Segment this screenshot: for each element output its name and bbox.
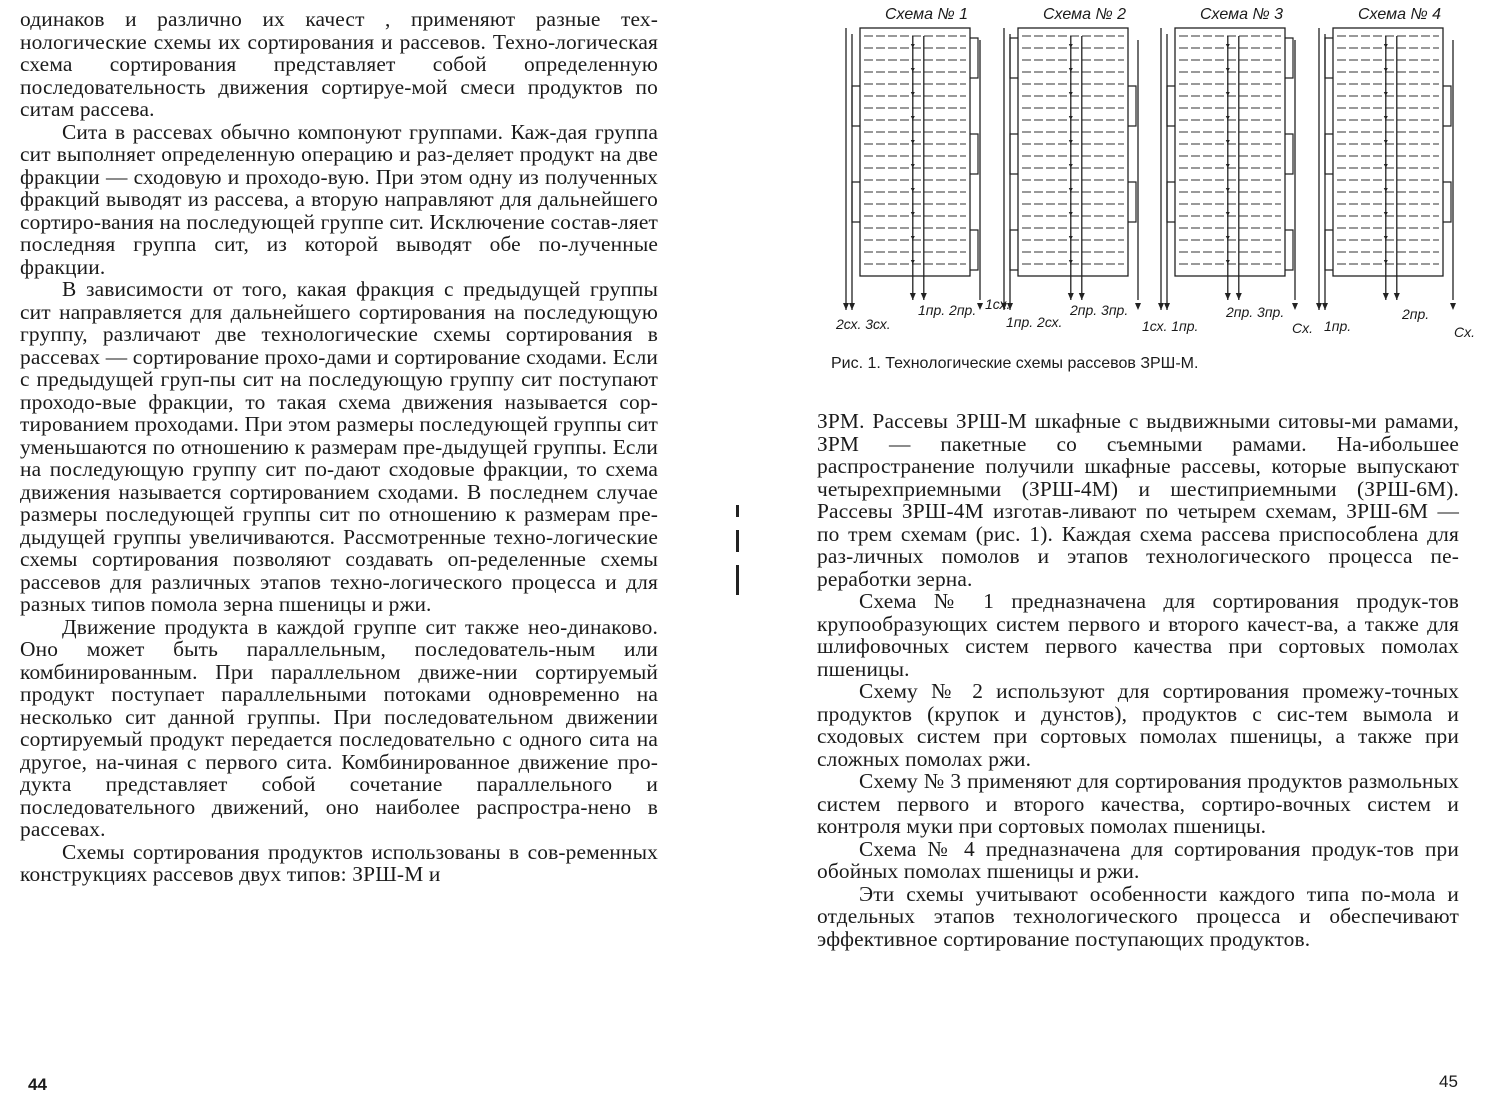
flow-loop [1285,134,1293,174]
outlet-label: 1сх. 1пр. [1142,318,1199,334]
paragraph: Схему № 3 применяют для сортирования продуктов размольных систем первого и второго качества, сортиро-вочных систем и контроля муки при сортовых помолах пшеницы. [817,769,1459,838]
right-page-text [817,410,1459,950]
sifter-box [1175,28,1285,276]
arrowhead [1384,44,1388,48]
arrowhead [1069,260,1073,264]
arrowhead [911,140,915,144]
arrowhead [1164,303,1170,310]
outlet-label: Сх. [1454,324,1475,340]
paragraph: Сита в рассевах обычно компонуют группами. Каж-дая группа сит выполняет определенную операцию и раз-деляет продукт на две фракции — сходовую и проходо-вую. При этом одну из полученных фракций выводят из рассева, а вторую направляют для дальнейшего сортиро-вания на последующей группе сит. Исключение состав-ляет последняя группа сит, из которой выводят обе по-лученные фракции. [20,119,658,279]
arrowhead [843,303,849,310]
arrowhead [911,260,915,264]
arrowhead [977,303,983,310]
scheme-title: Схема № 4 [1358,6,1442,23]
arrowhead [1226,44,1230,48]
arrowhead [1384,92,1388,96]
paragraph: одинаков и различно их качест , применяют разные тех-нологические схемы их сортирования и рассевов. Техно-логическая схема сортирования представляет собой определенную последовательность движения сортируе-мой смеси продуктов по ситам рассева. [20,7,658,121]
flow-loop [1128,182,1136,222]
arrowhead [1069,164,1073,168]
arrowhead [1384,68,1388,72]
flow-loop [1443,182,1451,222]
arrowhead [1069,68,1073,72]
arrowhead [1226,116,1230,120]
arrowhead [1069,44,1073,48]
outlet-label: 2пр. 3пр. [1070,302,1129,318]
outlet-label: 1пр. [1324,318,1352,334]
flow-loop [1010,38,1018,78]
arrowhead [1226,92,1230,96]
arrowhead [1068,293,1074,300]
arrowhead [1226,212,1230,216]
flow-loop [970,230,978,270]
flow-loop [852,182,860,222]
arrowhead [1226,236,1230,240]
outlet-label: 1пр. 2пр. [918,302,977,318]
arrowhead [1225,293,1231,300]
arrowhead [1384,212,1388,216]
flow-loop [1325,230,1333,270]
flow-loop [1325,38,1333,78]
left-page [0,0,730,1114]
gutter-mark [736,565,739,595]
arrowhead [1316,303,1322,310]
right-page [745,0,1486,1114]
scheme-title: Схема № 1 [885,6,969,23]
flow-loop [1010,230,1018,270]
flow-loop [1167,182,1175,222]
arrowhead [1384,116,1388,120]
schemes-diagram [830,0,1486,350]
flow-loop [1325,134,1333,174]
arrowhead [1079,293,1085,300]
arrowhead [911,212,915,216]
outlet-label: Сх. [1292,320,1313,336]
arrowhead [1069,116,1073,120]
arrowhead [1394,293,1400,300]
flow-loop [970,134,978,174]
flow-loop [1443,86,1451,126]
page-number: 44 [28,1075,47,1094]
paragraph: Схемы сортирования продуктов использованы в сов-ременных конструкциях рассевов двух типов: ЗРШ-М и [20,839,658,886]
arrowhead [1322,303,1328,310]
arrowhead [911,236,915,240]
outlet-label: 2пр. 3пр. [1226,304,1285,320]
arrowhead [911,68,915,72]
outlet-label: 1сх. [985,296,1011,312]
arrowhead [1226,164,1230,168]
arrowhead [849,303,855,310]
arrowhead [1069,212,1073,216]
gutter-mark [736,530,739,552]
sifter-box [1018,28,1128,276]
paragraph: Эти схемы учитывают особенности каждого типа по-мола и отдельных этапов технологического процесса и обеспечивают эффективное сортирование поступающих продуктов. [817,881,1459,951]
arrowhead [1226,68,1230,72]
flow-loop [1285,38,1293,78]
arrowhead [1384,188,1388,192]
arrowhead [1226,140,1230,144]
paragraph: Схема № 1 предназначена для сортирования продук-тов крупообразующих систем первого и второго качест-ва, а также для шлифовочных систем первого качества при сортовых помолах пшеницы. [817,589,1459,681]
flow-loop [1167,86,1175,126]
arrowhead [1384,260,1388,264]
arrowhead [1158,303,1164,310]
arrowhead [921,293,927,300]
sifter-schemes-figure [830,0,1486,350]
arrowhead [1236,293,1242,300]
arrowhead [1069,92,1073,96]
figure-caption: Рис. 1. Технологические схемы рассевов ЗРШ-М. [831,355,1199,372]
arrowhead [1069,236,1073,240]
arrowhead [1226,260,1230,264]
flow-loop [970,38,978,78]
paragraph: Схема № 4 предназначена для сортирования продук-тов при обойных помолах пшеницы и ржи. [817,836,1459,883]
arrowhead [910,293,916,300]
arrowhead [911,116,915,120]
arrowhead [911,164,915,168]
arrowhead [1226,188,1230,192]
paragraph: Схему № 2 используют для сортирования промежу-точных продуктов (крупок и дунстов), продуктов с сис-тем вымола и сходовых систем при сортовых помолах пшеницы, а также при сложных помолах ржи. [817,679,1459,771]
flow-loop [852,86,860,126]
sifter-box [860,28,970,276]
arrowhead [911,92,915,96]
scheme-title: Схема № 3 [1200,6,1284,23]
sifter-box [1333,28,1443,276]
arrowhead [1384,236,1388,240]
book-gutter [734,0,742,1114]
gutter-mark [736,505,739,517]
outlet-label: 2пр. [1402,306,1430,322]
arrowhead [911,44,915,48]
arrowhead [1069,140,1073,144]
outlet-label: 1пр. 2сх. [1006,314,1063,330]
arrowhead [1292,303,1298,310]
scheme-title: Схема № 2 [1043,6,1127,23]
arrowhead [1383,293,1389,300]
arrowhead [1135,303,1141,310]
paragraph: В зависимости от того, какая фракция с предыдущей группы сит направляется для дальнейшего сортирования на последующую группу, различают две технологические схемы сортирования в рассевах — сортирование прохо-дами и сортирование сходами. Если с предыдущей груп-пы сит на последующую группу сит поступают проходо-вые фракции, то такая схема движения называется сор-тированием проходами. При этом размеры последующей группы сит уменьшаются по отношению к размерам пре-дыдущей группы. Если на последующую группу сит по-дают сходовые фракции, то схема движения называется сортированием сходами. В последнем случае размеры последующей группы сит по отношению к размерам пре-дыдущей группы увеличиваются. Рассмотренные техно-логические схемы сортирования позволяют создавать оп-ределенные схемы рассевов для различных этапов техно-логического процесса и для разных типов помола зерна пшеницы и ржи. [20,277,658,616]
flow-loop [1285,230,1293,270]
page-number: 45 [1439,1072,1458,1091]
left-page-text [20,8,658,886]
flow-loop [1010,134,1018,174]
arrowhead [1384,164,1388,168]
flow-loop [1128,86,1136,126]
arrowhead [1384,140,1388,144]
outlet-label: 2сх. 3сх. [836,316,891,332]
arrowhead [1069,188,1073,192]
arrowhead [911,188,915,192]
paragraph: Движение продукта в каждой группе сит также нео-динаково. Оно может быть параллельным, последователь-ным или комбинированным. При параллельном движе-нии сортируемый продукт поступает параллельными потоками одновременно на несколько сит данной группы. При последовательном движении сортируемый продукт передается последовательно с одного сита на другое, на-чиная с первого сита. Комбинированное движение про-дукта представляет собой сочетание параллельного и последовательного движений, оно наиболее распростра-нено в рассевах. [20,614,658,841]
arrowhead [1450,303,1456,310]
paragraph: ЗРМ. Рассевы ЗРШ-М шкафные с выдвижными ситовы-ми рамами, ЗРМ — пакетные со съемными рамами. На-ибольшее распространение получили шкафные рассевы, которые выпускают четырехприемными (ЗРШ-4М) и шестиприемными (ЗРШ-6М). Рассевы ЗРШ-4М изготав-ливают по четырем схемам, ЗРШ-6М — по трем схемам (рис. 1). Каждая схема рассева приспособлена для раз-личных помолов и этапов технологического процесса пе-реработки зерна. [817,409,1459,591]
